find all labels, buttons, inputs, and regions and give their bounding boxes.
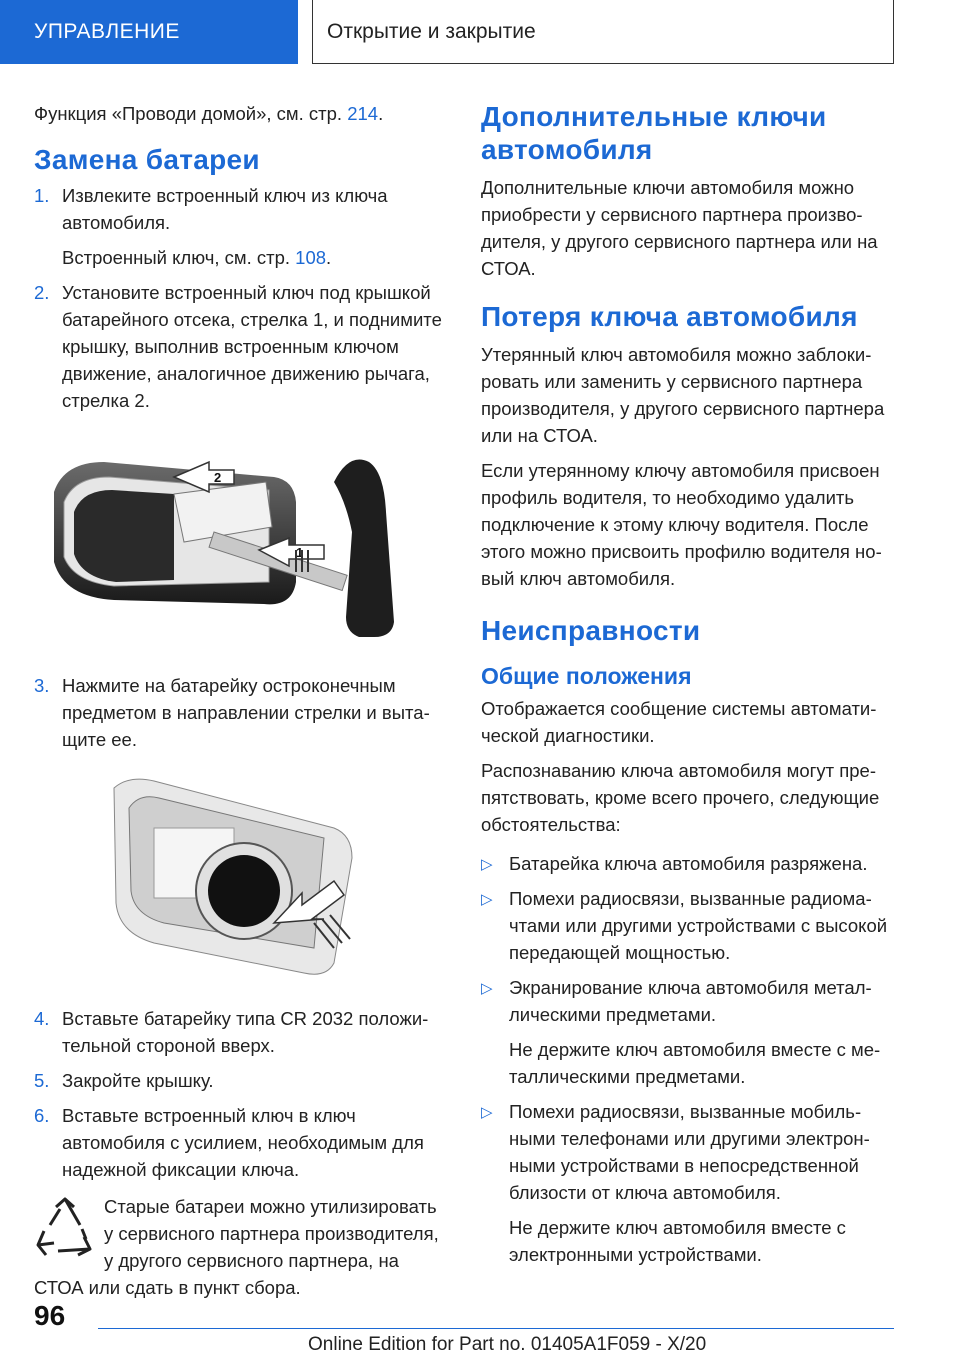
bullet-triangle-icon: ▷: [481, 891, 493, 908]
footer-divider: [98, 1328, 894, 1329]
step-number: 5.: [34, 1070, 50, 1091]
heading-extra-keys: Дополнительные ключи автомобиля: [481, 101, 827, 165]
step-4: [34, 1005, 446, 1059]
arrow-label-1: 1: [296, 545, 304, 560]
step-number: 1.: [34, 185, 50, 206]
section-title: УПРАВЛЕНИЕ: [0, 0, 298, 64]
recycle-note: [34, 1193, 446, 1301]
edition-text: Online Edition for Part no. 01405A1F059 - X/20: [308, 1334, 707, 1355]
step-2: [34, 279, 446, 414]
arrow-label-2: 2: [214, 470, 222, 485]
intro-end: .: [378, 103, 384, 124]
bullet-triangle-icon: ▷: [481, 1104, 493, 1121]
bullet-text: Помехи радиосвязи, вызванные мобильными телефонами или другими электронными устройствами в непосредственной близости от ключа автомобиля.: [509, 1101, 870, 1203]
topic-title: Открытие и закрытие: [312, 0, 894, 64]
step-text: Извлеките встроенный ключ из ключа автомобиля.: [62, 185, 388, 233]
step-6: [34, 1102, 446, 1183]
heading-general: Общие положения: [481, 663, 692, 689]
step-text: Закройте крышку.: [62, 1070, 214, 1091]
heading-battery-replace: Замена батареи: [34, 144, 260, 175]
bullet-triangle-icon: ▷: [481, 980, 493, 997]
note-end: .: [326, 247, 332, 268]
bullet-text: Помехи радиосвязи, вызванные радиомачтами или другими устройствами с высокой передающей мощностью.: [509, 888, 888, 963]
left-column: [34, 100, 446, 1301]
recycle-icon: [34, 1195, 96, 1265]
page-link-108[interactable]: 108: [295, 247, 327, 268]
extra-keys-paragraph: Дополнительные ключи автомобиля можно приобрести у сервисного партнера производителя, у другого сервисного партнера или на СТОА.: [481, 177, 878, 279]
intro-paragraph: [34, 100, 446, 127]
step-1: [34, 182, 446, 236]
lost-key-paragraph-1: Утерянный ключ автомобиля можно заблокировать или заменить у сервисного партнера производителя, у другого сервисного партнера или на СТОА.: [481, 344, 885, 446]
right-column: [481, 100, 895, 1276]
bullet-note: Не держите ключ автомобиля вместе с металлическими предметами.: [509, 1039, 881, 1087]
recycle-text: Старые батареи можно утилизировать у сервисного партнера производителя, у другого сервисного партнера, на СТОА или сдать в пункт сбора.: [34, 1196, 439, 1298]
key-fob-figure-1: [34, 432, 446, 652]
bullet-triangle-icon: ▷: [481, 856, 493, 873]
page-number: 96: [34, 1300, 66, 1331]
heading-faults: Неисправности: [481, 615, 701, 646]
heading-lost-key: Потеря ключа автомобиля: [481, 301, 858, 332]
bullet-item: [481, 885, 895, 966]
step-text: Вставьте батарейку типа CR 2032 положительной стороной вверх.: [62, 1008, 429, 1056]
lost-key-paragraph-2: Если утерянному ключу автомобиля присвоен профиль водителя, то необходимо удалить подключение к этому ключу водителя. После этого можно присвоить профилю водителя новый ключ автомобиля.: [481, 460, 882, 589]
general-paragraph-1: Отображается сообщение системы автоматической диагностики.: [481, 698, 877, 746]
step-text: Установите встроенный ключ под крышкой батарейного отсека, стрелка 1, и поднимите крышку, выполнив встроенным ключом движение, аналогичное движению рычага, стрелка 2.: [62, 282, 442, 411]
step-number: 6.: [34, 1105, 50, 1126]
bullet-item: [481, 850, 895, 877]
step-number: 3.: [34, 675, 50, 696]
general-paragraph-2: Распознаванию ключа автомобиля могут препятствовать, кроме всего прочего, следующие обстоятельства:: [481, 760, 880, 835]
step-text: Вставьте встроенный ключ в ключ автомобиля с усилием, необходимым для надежной фиксации ключа.: [62, 1105, 424, 1180]
bullet-text: Батарейка ключа автомобиля разряжена.: [509, 853, 868, 874]
step-3: [34, 672, 446, 753]
bullet-text: Экранирование ключа автомобиля металлическими предметами.: [509, 977, 872, 1025]
step-number: 2.: [34, 282, 50, 303]
step-number: 4.: [34, 1008, 50, 1029]
page-link-214[interactable]: 214: [347, 103, 379, 124]
step-5: [34, 1067, 446, 1094]
step-text: Нажмите на батарейку остроконечным предметом в направлении стрелки и вытащите ее.: [62, 675, 430, 750]
bullet-note: Не держите ключ автомобиля вместе с электронными устройствами.: [509, 1217, 846, 1265]
battery-compartment-figure: [34, 773, 446, 983]
step-1-note: [34, 244, 446, 271]
note-text: Встроенный ключ, см. стр.: [62, 247, 296, 268]
bullet-item: [481, 1098, 895, 1206]
bullet-item: [481, 974, 895, 1028]
intro-text: Функция «Проводи домой», см. стр.: [34, 103, 348, 124]
